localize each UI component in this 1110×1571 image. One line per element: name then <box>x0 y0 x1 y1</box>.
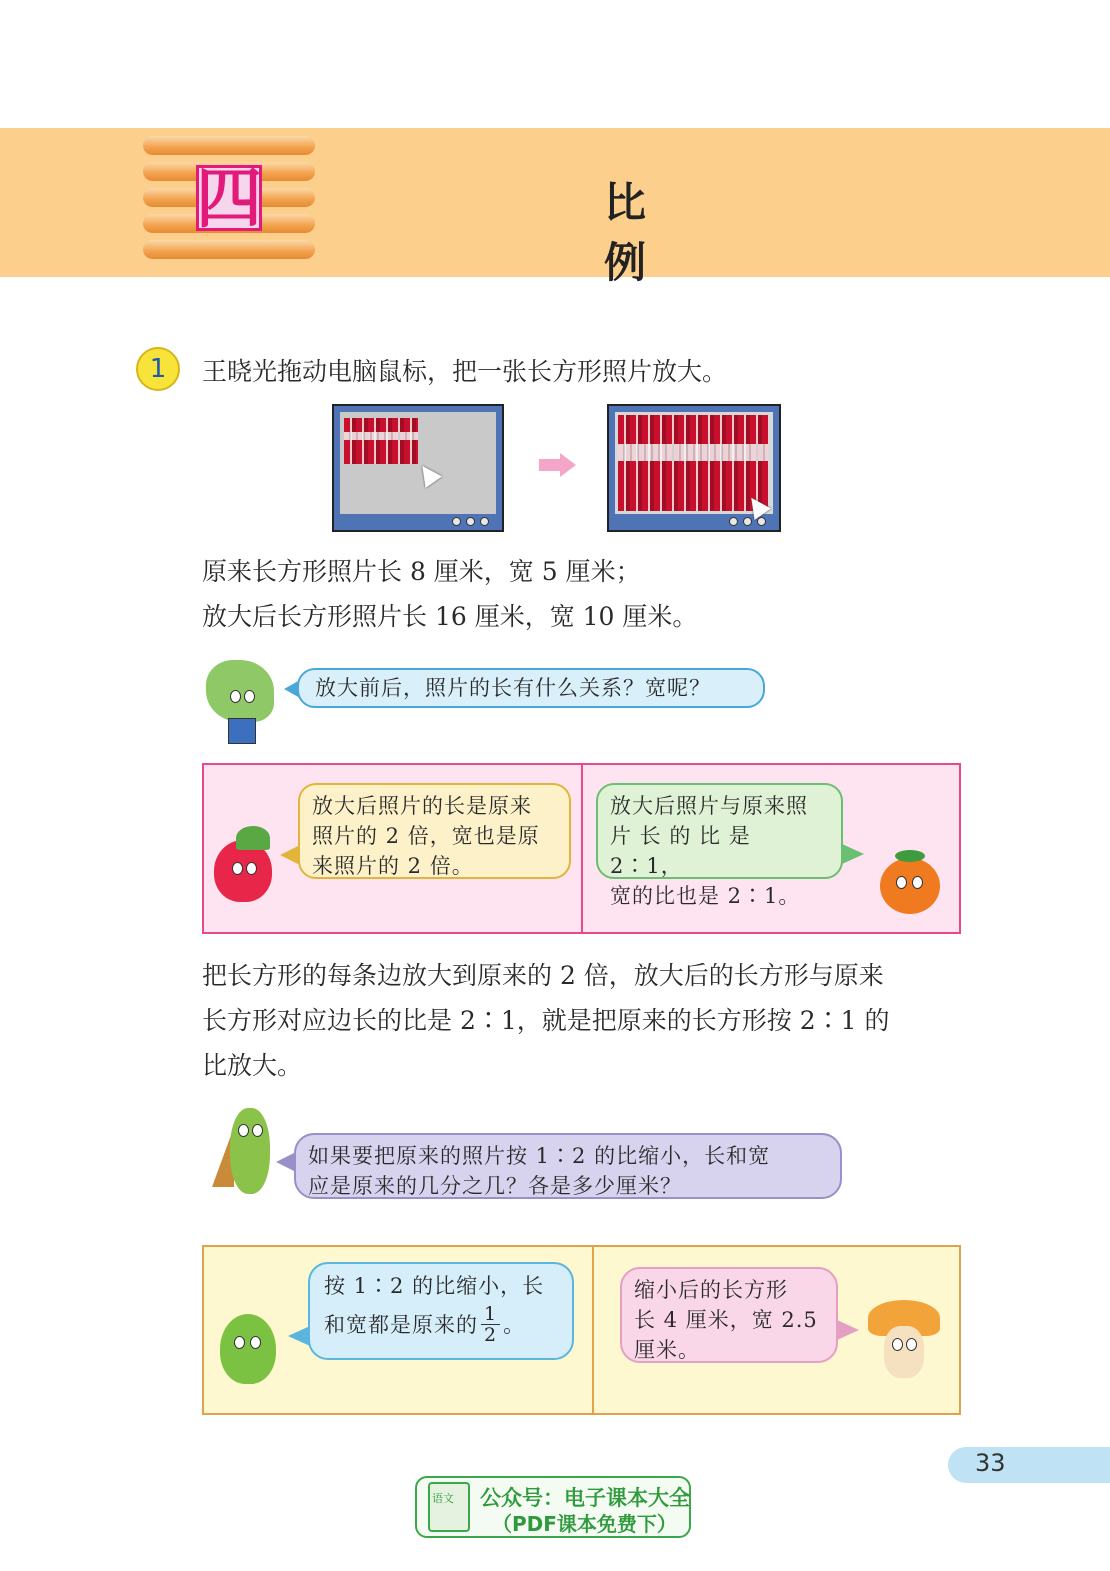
chapter-number: 四 <box>196 159 262 237</box>
watermark-line-1: 公众号：电子课本大全 <box>480 1486 690 1510</box>
problem-statement: 王晓光拖动电脑鼠标，把一张长方形照片放大。 <box>202 357 728 386</box>
conclusion-line-1: 把长方形的每条边放大到原来的 2 倍，放大后的长方形与原来 <box>202 961 884 990</box>
answer-bubble-left-1: 放大后照片的长是原来 照片的 2 倍，宽也是原 来照片的 2 倍。 <box>298 783 571 879</box>
leaf-icon <box>236 826 270 850</box>
original-size-text: 原来长方形照片长 8 厘米，宽 5 厘米； <box>202 557 641 586</box>
banner-stripe <box>143 240 315 259</box>
bean-character-icon <box>230 1108 270 1194</box>
conclusion-line-3: 比放大。 <box>202 1051 303 1080</box>
chapter-title: 比 例 <box>603 178 686 287</box>
arrow-right-icon <box>539 459 561 471</box>
mouse-cursor-icon <box>414 460 442 488</box>
photo-enlarged <box>618 415 768 511</box>
answer-bubble-right-2: 缩小后的长方形 长 4 厘米，宽 2.5 厘米。 <box>620 1267 838 1363</box>
enlarged-size-text: 放大后长方形照片长 16 厘米，宽 10 厘米。 <box>202 602 698 631</box>
question-bubble-1: 放大前后，照片的长有什么关系？宽呢？ <box>297 668 765 708</box>
watermark-icon-label: 语文 <box>432 1492 454 1505</box>
conclusion-line-2: 长方形对应边长的比是 2∶1，就是把原来的长方形按 2∶1 的 <box>202 1006 890 1035</box>
screen-before <box>332 404 504 532</box>
answer-bubble-left-2: 按 1∶2 的比缩小，长 和宽都是原来的 1 2 。 <box>308 1262 574 1360</box>
photo-small <box>344 418 418 464</box>
banner-stripe <box>143 136 315 155</box>
book-icon <box>228 718 256 744</box>
problem-number-badge: 1 <box>136 347 180 391</box>
fraction-one-half: 1 2 <box>481 1304 500 1345</box>
question-bubble-2: 如果要把原来的照片按 1∶2 的比缩小，长和宽 应是原来的几分之几？各是多少厘米？ <box>294 1133 842 1199</box>
answer-bubble-right-1: 放大后照片与原来照 片 长 的 比 是 2∶1， 宽的比也是 2∶1。 <box>596 783 843 879</box>
page-number-tab <box>948 1447 1110 1483</box>
cabbage-character-icon <box>206 660 274 722</box>
watermark-line-2: （PDF课本免费下） <box>492 1512 677 1536</box>
pepper-character-icon <box>220 1314 276 1384</box>
screen-after <box>607 404 781 532</box>
tomato-character-icon <box>880 858 940 914</box>
page-number: 33 <box>975 1449 1006 1477</box>
